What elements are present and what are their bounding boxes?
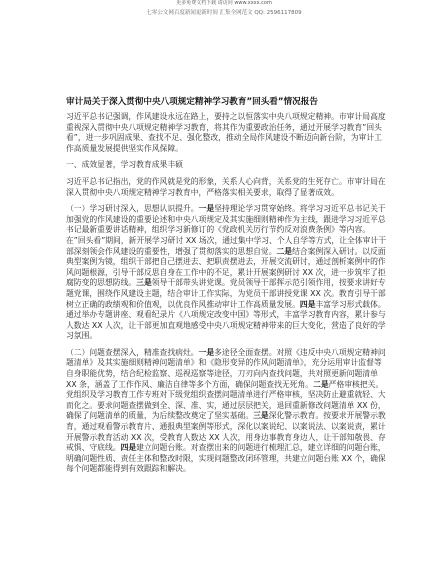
page-header-line2: 七零公文网百度新闻更新时间 汇集全网范文 QQ: 2596117809 [146, 10, 302, 16]
item2-point2-text: 严格审核把关。党组织及学习教育工作专班对下级党组织查摆问题清单进行严格审核，坚决防止避重就轻、大而化之。要求问题查摆做到全、深、准、实，通过层层把关，退回重新修改问题清单 XX 份，确保了问题清单的质量，为后续整改奠定了坚实基础。 [66, 379, 386, 421]
page-header-line1: 更多免费文档下载 请访问 www.xxxx.com [176, 0, 272, 6]
item1-point2-text: 结合案例深入研讨。以反面典型案例为镜，组织干部把自己摆进去、把职责摆进去，开展交流研讨，通过剖析案例中的作风问题根源，引导干部反思自身在工作中的不足，累计开展案例研讨 XX 次，进一步筑牢了拒腐防变的思想防线。 [66, 246, 386, 288]
item2-point2-marker: 二是 [313, 379, 329, 389]
item1-point1-marker: 一是 [198, 204, 215, 214]
item2-point4-text: 建立问题台账。对查摆出来的问题进行梳理汇总，建立详细的问题台账，明确问题性质、责任主体和整改时限，实现问题整改闭环管理，共建立问题台账 XX 个，确保每个问题都能得到有效跟踪和解决。 [66, 443, 386, 474]
item1-point3-marker: 三是 [136, 278, 152, 288]
document-title: 审计局关于深入贯彻中央八项规定精神学习教育”回头看”情况报告 [66, 97, 318, 107]
item2-lead: （二）问题查摆深入，精准查找病灶。 [66, 347, 199, 357]
item1-paragraph [66, 204, 386, 342]
item1-point2-marker: 二是 [276, 246, 293, 256]
intro-paragraph: 习近平总书记强调，作风建设永远在路上，要持之以恒落实中央八项规定精神。市审计局高度重视深入贯彻中央八项规定精神学习教育，将其作为重要政治任务，通过开展学习教育”回头看”，进一步巩固成果、查找不足、强化整改，推动全局作风建设不断迈向新台阶，为审计工作高质量发展提供坚实作风保障。 [66, 112, 386, 153]
item2-point3-text: 深化警示教育。按要求开展警示教育，通过观看警示教育片、通报典型案例等形式，深化以案说纪、以案说法、以案说责，累计开展警示教育活动 XX 次，受教育人数达 XX 人次，用身边事教育身边人，让干部知敬畏、存戒惧、守底线。 [66, 411, 386, 453]
item1-point4-marker: 四是 [299, 299, 316, 309]
item1-point4-text: 丰富学习形式载体。通过举办专题讲座、观看纪录片《八项规定改变中国》等形式，丰富学习教育内容，累计参与人数达 XX 人次，让干部更加直观地感受中央八项规定精神带来的巨大变化，营造了良好的学习氛围。 [66, 299, 386, 341]
document-body [66, 112, 386, 475]
item2-point4-marker: 四是 [120, 443, 137, 453]
section1-intro: 习近平总书记指出，党的作风就是党的形象，关系人心向背，关系党的生死存亡。市审计局在深入贯彻中央八项规定精神学习教育中，严格落实相关要求，取得了显著成效。 [66, 176, 386, 197]
item1-point3-text: 领导干部带头讲党课。党员领导干部挥示范引领作用，按要求讲好专题党课，围绕作风建设主题，结合审计工作实际，为党员干部讲授党课 XX 次。教育引导干部树立正确的政绩观和价值观，以优良作风推动审计工作高质量发展。 [66, 278, 386, 309]
item2-paragraph [66, 348, 386, 475]
item1-point1-text: 坚持理论学习贯穿始终。将学习习近平总书记关于加强党的作风建设的重要论述和中央八项规定及其实施细则精神作为主线，跟进学习习近平总书记最新重要讲话精神，组织学习新修订的《党政机关厉行节约反对浪费条例》等内容。在”回头看”期间，新开展学习研讨 XX 场次，通过集中学习、个人自学等方式，让全体审计干部深刻领会作风建设的重要性，增强了贯彻落实的思想自觉。 [66, 204, 386, 256]
item2-point1-marker: 一是 [198, 347, 215, 357]
item2-point1-text: 多途径全面查摆。对照《违反中央八项规定精神问题清单》及其实施细则精神问题清单》和《隐形变异的作风问题清单》，充分运用审计监督等自身职能优势，结合纪检监察、巡视巡察等途径，刀刃向内查找问题，共对照更新问题清单 XX 条，涵盖了工作作风、廉洁自律等多个方面，确保问题查找无死角。 [66, 347, 386, 389]
item1-lead: （一）学习研讨深入，思想认识提升。 [66, 204, 199, 214]
item2-point3-marker: 三是 [253, 411, 269, 421]
section1-heading: 一、成效显著，学习教育成果丰硕 [66, 160, 183, 170]
